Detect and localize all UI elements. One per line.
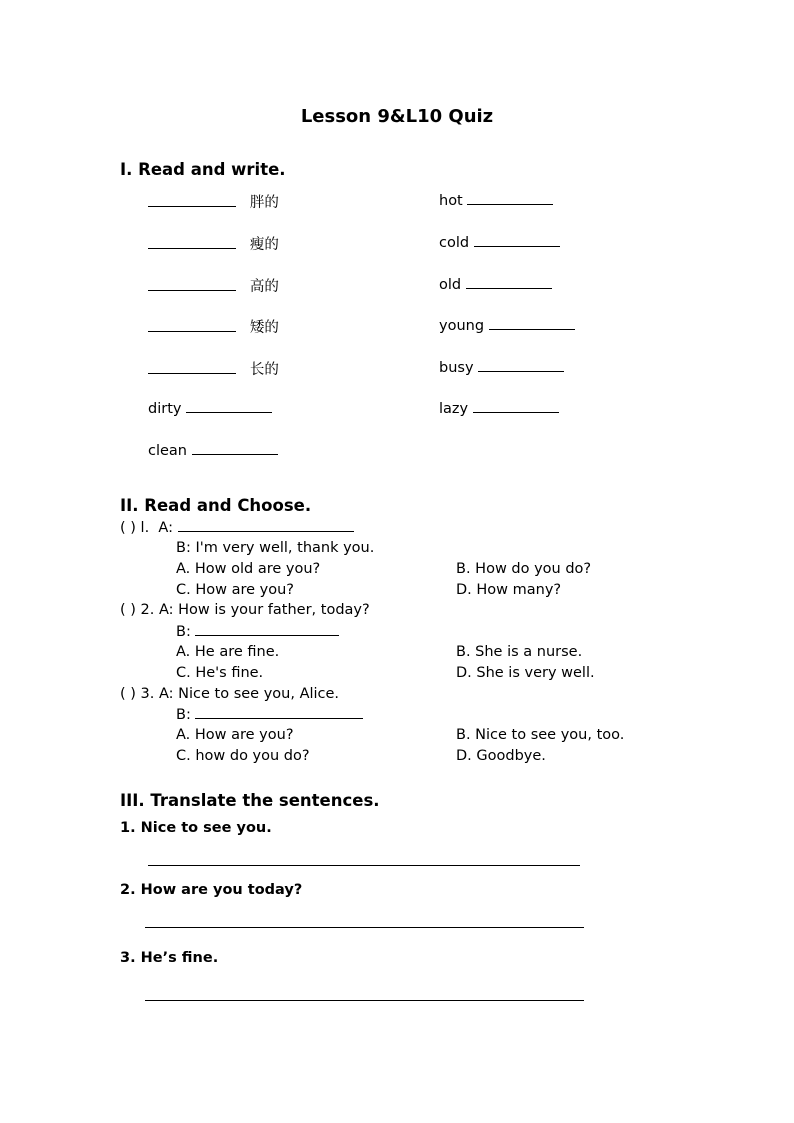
dialogue-a: A:	[158, 520, 173, 536]
vocab-word: busy	[439, 360, 474, 376]
dialogue-b-line	[176, 706, 363, 723]
dialogue-b-line	[176, 623, 339, 640]
vocab-item	[439, 400, 559, 417]
vocab-item	[148, 316, 279, 337]
answer-blank[interactable]	[148, 236, 236, 249]
option-c[interactable]: C. How are you?	[176, 582, 294, 598]
vocab-item	[439, 276, 552, 293]
vocab-item	[439, 192, 553, 209]
translate-sentence: 3. He’s fine.	[120, 950, 219, 966]
answer-parentheses[interactable]: ( )	[120, 686, 136, 702]
answer-parentheses[interactable]: ( )	[120, 602, 136, 618]
answer-blank[interactable]	[186, 400, 272, 413]
dialogue-b: B:	[176, 624, 191, 640]
vocab-word: cold	[439, 235, 470, 251]
question-3-line	[120, 686, 339, 702]
answer-blank[interactable]	[148, 278, 236, 291]
question-number: 2.	[140, 602, 155, 618]
option-d[interactable]: D. How many?	[456, 582, 562, 598]
answer-blank[interactable]	[195, 623, 339, 636]
option-a[interactable]: A. How are you?	[176, 727, 294, 743]
answer-blank[interactable]	[473, 400, 559, 413]
vocab-word: old	[439, 277, 462, 293]
vocab-word: hot	[439, 193, 463, 209]
vocab-item	[439, 359, 564, 376]
answer-blank[interactable]	[478, 359, 564, 372]
section-2-heading: II. Read and Choose.	[120, 496, 312, 515]
vocab-chinese: 长的	[249, 362, 279, 378]
translate-sentence: 1. Nice to see you.	[120, 820, 272, 836]
section-1-heading: I. Read and write.	[120, 160, 286, 179]
vocab-word: young	[439, 318, 485, 334]
vocab-word: dirty	[148, 401, 182, 417]
question-1-line	[120, 519, 354, 536]
answer-blank[interactable]	[178, 519, 354, 532]
option-b[interactable]: B. Nice to see you, too.	[456, 727, 625, 743]
vocab-word: lazy	[439, 401, 469, 417]
answer-line[interactable]	[145, 927, 584, 928]
question-number: l.	[140, 520, 150, 536]
answer-blank[interactable]	[148, 319, 236, 332]
option-b[interactable]: B. How do you do?	[456, 561, 592, 577]
vocab-item	[148, 191, 279, 212]
answer-blank[interactable]	[192, 442, 278, 455]
answer-blank[interactable]	[466, 276, 552, 289]
answer-blank[interactable]	[148, 194, 236, 207]
question-2-line	[120, 602, 370, 618]
answer-blank[interactable]	[489, 317, 575, 330]
dialogue-a: A: Nice to see you, Alice.	[159, 686, 340, 702]
answer-blank[interactable]	[474, 234, 560, 247]
vocab-item	[148, 400, 272, 417]
option-d[interactable]: D. She is very well.	[456, 665, 595, 681]
answer-blank[interactable]	[195, 706, 363, 719]
vocab-item	[148, 233, 279, 254]
vocab-item	[148, 358, 279, 379]
vocab-item	[439, 317, 575, 334]
option-a[interactable]: A. He are fine.	[176, 644, 280, 660]
page-title: Lesson 9&L10 Quiz	[300, 106, 494, 127]
option-d[interactable]: D. Goodbye.	[456, 748, 546, 764]
answer-blank[interactable]	[148, 361, 236, 374]
option-a[interactable]: A. How old are you?	[176, 561, 321, 577]
section-3-heading: III. Translate the sentences.	[120, 791, 380, 810]
option-c[interactable]: C. He's fine.	[176, 665, 264, 681]
vocab-chinese: 高的	[249, 279, 279, 295]
answer-blank[interactable]	[467, 192, 553, 205]
option-c[interactable]: C. how do you do?	[176, 748, 310, 764]
vocab-chinese: 胖的	[249, 195, 279, 211]
option-b[interactable]: B. She is a nurse.	[456, 644, 583, 660]
dialogue-a: A: How is your father, today?	[159, 602, 370, 618]
answer-parentheses[interactable]: ( )	[120, 520, 136, 536]
vocab-word: clean	[148, 443, 187, 459]
vocab-item	[439, 234, 560, 251]
vocab-chinese: 矮的	[249, 320, 279, 336]
dialogue-b: B: I'm very well, thank you.	[176, 540, 375, 556]
answer-line[interactable]	[145, 1000, 584, 1001]
answer-line[interactable]	[148, 865, 580, 866]
question-number: 3.	[140, 686, 155, 702]
vocab-chinese: 瘦的	[249, 237, 279, 253]
dialogue-b: B:	[176, 707, 191, 723]
vocab-item	[148, 442, 278, 459]
vocab-item	[148, 275, 279, 296]
translate-sentence: 2. How are you today?	[120, 882, 303, 898]
